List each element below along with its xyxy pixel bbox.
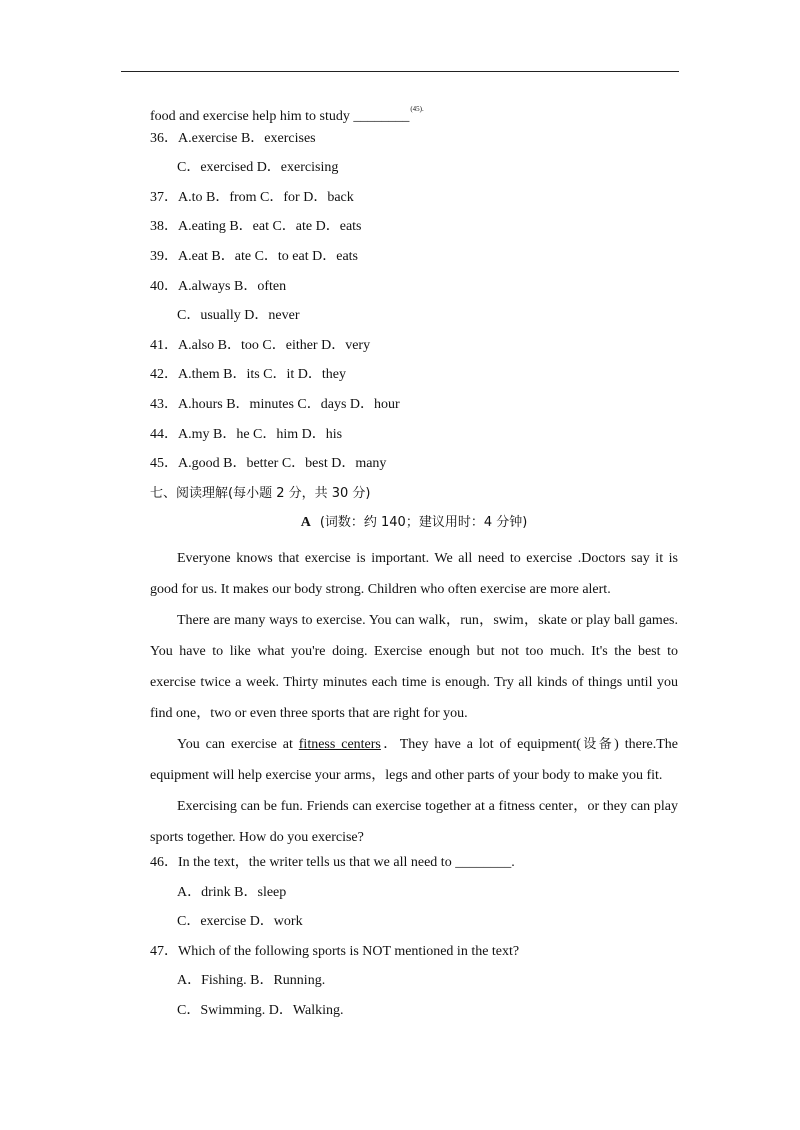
underlined-term: fitness centers [298,736,381,752]
part-letter: A [300,515,311,531]
option-line-q43: 43．A.hours B．minutes C．days D．hour [150,396,400,412]
option-line-q45: 45．A.good B．better C．best D．many [150,456,387,472]
passage-paragraph-3: You can exercise at fitness centers．They have a lot of equipment(设备) there.The equipment will help exercise your arms，legs and other parts of your body to make you fit. [150,736,678,783]
question-options-q46-ab: A．drink B．sleep [177,884,287,900]
option-line-q40-cd: C．usually D．never [177,308,300,324]
header-rule [121,71,679,72]
option-line-q37: 37．A.to B．from C．for D．back [150,189,354,205]
question-options-q47-cd: C．Swimming. D．Walking. [177,1002,344,1018]
question-options-q46-cd: C．exercise D．work [177,914,303,930]
question-stem-q46: 46．In the text，the writer tells us that we all need to ________. [150,854,515,870]
blank-number-mark: (45). [410,105,424,113]
document-page [150,99,678,1030]
passage-paragraph-1: Everyone knows that exercise is important. We all need to exercise .Doctors say it is good for us. It makes our body strong. Children who often exercise are more alert. [150,550,678,597]
question-stem-q47: 47．Which of the following sports is NOT mentioned in the text? [150,943,520,959]
part-heading [150,513,678,543]
part-info: (词数：约 140；建议用时：4 分钟) [319,515,528,531]
section-heading: 七、阅读理解(每小题 2 分，共 30 分) [150,485,371,501]
passage-paragraph-2: There are many ways to exercise. You can walk，run，swim，skate or play ball games. You have to like what you're doing. Exercise enough but not too much. It's the best to exercise twice a week. Thirty minutes each time is enough. Try all kinds of things until you find one，two or even three sports that are right for you. [150,612,678,721]
option-line-q42: 42．A.them B．its C．it D．they [150,367,346,383]
option-line-q40: 40．A.always B．often [150,278,287,294]
question-options-q47-ab: A．Fishing. B．Running. [177,973,326,989]
option-line-q36: 36．A.exercise B．exercises [150,130,316,146]
option-line-q44: 44．A.my B．he C．him D．his [150,426,343,442]
option-line-q36-cd: C．exercised D．exercising [177,160,339,176]
option-line-q39: 39．A.eat B．ate C．to eat D．eats [150,248,359,264]
passage-paragraph-4: Exercising can be fun. Friends can exercise together at a fitness center，or they can play sports together. How do you exercise? [150,798,678,845]
option-line-q41: 41．A.also B．too C．either D．very [150,337,371,353]
option-line-q38: 38．A.eating B．eat C．ate D．eats [150,219,362,235]
gloss-text: 设备 [580,736,615,752]
top-fragment: food and exercise help him to study ________$^{(45).}$ [150,105,424,124]
